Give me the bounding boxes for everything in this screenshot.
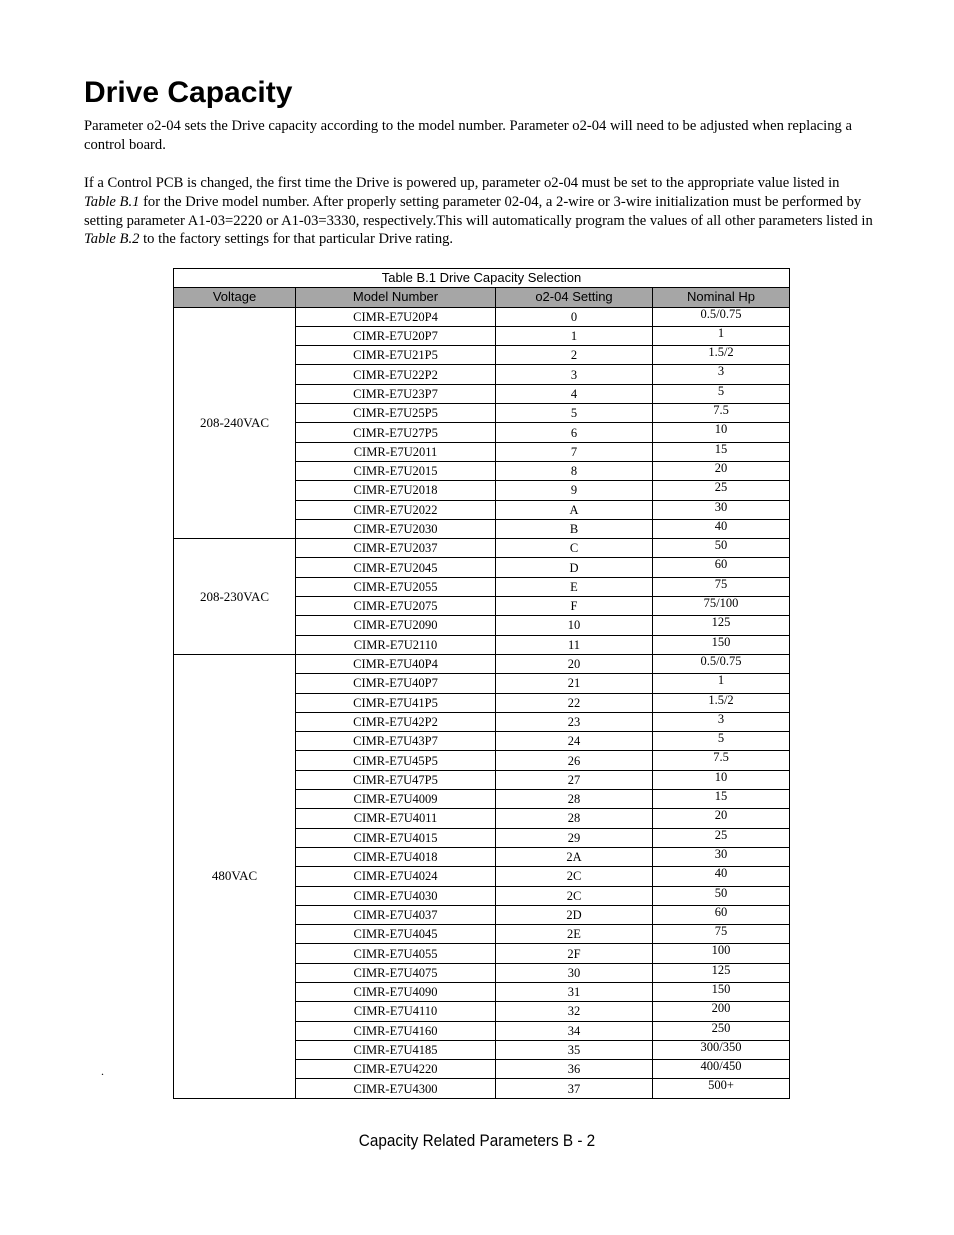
model-number-cell: CIMR-E7U2110 [296,635,496,654]
model-number-cell: CIMR-E7U27P5 [296,423,496,442]
o2-04-setting-cell: 2C [496,886,653,905]
voltage-cell: 208-230VAC [174,539,296,655]
instructions-text-3: to the factory settings for that particular Drive rating. [139,231,454,248]
o2-04-setting-cell: 26 [496,751,653,770]
o2-04-setting-cell: 2 [496,346,653,365]
model-number-cell: CIMR-E7U2037 [296,539,496,558]
o2-04-setting-cell: 28 [496,809,653,828]
o2-04-setting-cell: 37 [496,1079,653,1098]
nominal-hp-cell: 150 [653,982,790,1001]
model-number-cell: CIMR-E7U4015 [296,828,496,847]
model-number-cell: CIMR-E7U2018 [296,481,496,500]
model-number-cell: CIMR-E7U20P7 [296,326,496,345]
model-number-cell: CIMR-E7U23P7 [296,384,496,403]
nominal-hp-cell: 40 [653,519,790,538]
o2-04-setting-cell: 2C [496,867,653,886]
nominal-hp-cell: 20 [653,461,790,480]
header-o2-04-setting: o2-04 Setting [496,288,653,307]
o2-04-setting-cell: 2D [496,905,653,924]
nominal-hp-cell: 50 [653,886,790,905]
instructions-text-1: If a Control PCB is changed, the first time the Drive is powered up, parameter o2-04 must be set to the appropriate value listed in [84,175,840,191]
nominal-hp-cell: 300/350 [653,1040,790,1059]
table-header-row [174,288,790,307]
nominal-hp-cell: 7.5 [653,751,790,770]
nominal-hp-cell: 75/100 [653,597,790,616]
o2-04-setting-cell: 35 [496,1040,653,1059]
nominal-hp-cell: 75 [653,925,790,944]
o2-04-setting-cell: 9 [496,481,653,500]
nominal-hp-cell: 60 [653,558,790,577]
nominal-hp-cell: 7.5 [653,404,790,423]
o2-04-setting-cell: 22 [496,693,653,712]
nominal-hp-cell: 1.5/2 [653,346,790,365]
nominal-hp-cell: 75 [653,577,790,596]
o2-04-setting-cell: 3 [496,365,653,384]
table-row [174,307,790,326]
model-number-cell: CIMR-E7U45P5 [296,751,496,770]
o2-04-setting-cell: A [496,500,653,519]
nominal-hp-cell: 3 [653,712,790,731]
o2-04-setting-cell: 28 [496,790,653,809]
o2-04-setting-cell: 7 [496,442,653,461]
nominal-hp-cell: 60 [653,905,790,924]
model-number-cell: CIMR-E7U41P5 [296,693,496,712]
model-number-cell: CIMR-E7U2090 [296,616,496,635]
o2-04-setting-cell: C [496,539,653,558]
model-number-cell: CIMR-E7U2075 [296,597,496,616]
o2-04-setting-cell: E [496,577,653,596]
nominal-hp-cell: 5 [653,384,790,403]
o2-04-setting-cell: F [496,597,653,616]
o2-04-setting-cell: 34 [496,1021,653,1040]
o2-04-setting-cell: 2F [496,944,653,963]
model-number-cell: CIMR-E7U4090 [296,982,496,1001]
nominal-hp-cell: 1 [653,326,790,345]
intro-paragraph: Parameter o2-04 sets the Drive capacity according to the model number. Parameter o2-04 will need to be adjusted when replacing a control board. [84,118,852,153]
o2-04-setting-cell: 1 [496,326,653,345]
model-number-cell: CIMR-E7U2015 [296,461,496,480]
model-number-cell: CIMR-E7U4160 [296,1021,496,1040]
model-number-cell: CIMR-E7U2045 [296,558,496,577]
nominal-hp-cell: 400/450 [653,1060,790,1079]
nominal-hp-cell: 15 [653,442,790,461]
o2-04-setting-cell: 27 [496,770,653,789]
nominal-hp-cell: 25 [653,828,790,847]
model-number-cell: CIMR-E7U4055 [296,944,496,963]
o2-04-setting-cell: 4 [496,384,653,403]
o2-04-setting-cell: 20 [496,654,653,673]
nominal-hp-cell: 500+ [653,1079,790,1098]
model-number-cell: CIMR-E7U42P2 [296,712,496,731]
table-row [174,539,790,558]
nominal-hp-cell: 10 [653,770,790,789]
o2-04-setting-cell: 5 [496,404,653,423]
instructions-paragraph [84,174,874,249]
nominal-hp-cell: 5 [653,732,790,751]
o2-04-setting-cell: 21 [496,674,653,693]
o2-04-setting-cell: 10 [496,616,653,635]
o2-04-setting-cell: 32 [496,1002,653,1021]
nominal-hp-cell: 125 [653,963,790,982]
o2-04-setting-cell: 29 [496,828,653,847]
model-number-cell: CIMR-E7U40P7 [296,674,496,693]
model-number-cell: CIMR-E7U4009 [296,790,496,809]
o2-04-setting-cell: 24 [496,732,653,751]
header-model-number: Model Number [296,288,496,307]
o2-04-setting-cell: 23 [496,712,653,731]
nominal-hp-cell: 150 [653,635,790,654]
model-number-cell: CIMR-E7U22P2 [296,365,496,384]
model-number-cell: CIMR-E7U4045 [296,925,496,944]
model-number-cell: CIMR-E7U4220 [296,1060,496,1079]
o2-04-setting-cell: 11 [496,635,653,654]
nominal-hp-cell: 125 [653,616,790,635]
page-footer: Capacity Related Parameters B - 2 [358,1131,596,1150]
o2-04-setting-cell: 6 [496,423,653,442]
stray-mark: . [101,1064,104,1078]
table-b1-reference: Table B.1 [84,193,140,210]
o2-04-setting-cell: 36 [496,1060,653,1079]
model-number-cell: CIMR-E7U4011 [296,809,496,828]
drive-capacity-table [173,268,790,1099]
nominal-hp-cell: 3 [653,365,790,384]
nominal-hp-cell: 250 [653,1021,790,1040]
nominal-hp-cell: 200 [653,1002,790,1021]
o2-04-setting-cell: 8 [496,461,653,480]
nominal-hp-cell: 1.5/2 [653,693,790,712]
page-title: Drive Capacity [84,76,293,109]
model-number-cell: CIMR-E7U20P4 [296,307,496,326]
instructions-text-2: for the Drive model number. After properly setting parameter 02-04, a 2-wire or 3-wire initialization must be performed by setting parameter A1-03=2220 or A1-03=3330, respectively.This will automatically program the values of all other parameters listed in [84,193,873,229]
o2-04-setting-cell: 2E [496,925,653,944]
nominal-hp-cell: 100 [653,944,790,963]
nominal-hp-cell: 30 [653,847,790,866]
o2-04-setting-cell: 30 [496,963,653,982]
model-number-cell: CIMR-E7U4300 [296,1079,496,1098]
model-number-cell: CIMR-E7U2011 [296,442,496,461]
nominal-hp-cell: 25 [653,481,790,500]
o2-04-setting-cell: 31 [496,982,653,1001]
model-number-cell: CIMR-E7U43P7 [296,732,496,751]
nominal-hp-cell: 15 [653,790,790,809]
model-number-cell: CIMR-E7U2022 [296,500,496,519]
voltage-cell: 208-240VAC [174,307,296,539]
table-caption: Table B.1 Drive Capacity Selection [174,269,790,288]
voltage-cell: 480VAC [174,654,296,1098]
table-row [174,654,790,673]
model-number-cell: CIMR-E7U4030 [296,886,496,905]
nominal-hp-cell: 10 [653,423,790,442]
table-b2-reference: Table B.2 [84,231,140,248]
nominal-hp-cell: 40 [653,867,790,886]
o2-04-setting-cell: B [496,519,653,538]
o2-04-setting-cell: D [496,558,653,577]
header-voltage: Voltage [174,288,296,307]
model-number-cell: CIMR-E7U4024 [296,867,496,886]
model-number-cell: CIMR-E7U2030 [296,519,496,538]
o2-04-setting-cell: 2A [496,847,653,866]
nominal-hp-cell: 0.5/0.75 [653,654,790,673]
header-nominal-hp: Nominal Hp [653,288,790,307]
model-number-cell: CIMR-E7U40P4 [296,654,496,673]
model-number-cell: CIMR-E7U4037 [296,905,496,924]
model-number-cell: CIMR-E7U2055 [296,577,496,596]
nominal-hp-cell: 20 [653,809,790,828]
nominal-hp-cell: 30 [653,500,790,519]
nominal-hp-cell: 1 [653,674,790,693]
model-number-cell: CIMR-E7U4110 [296,1002,496,1021]
model-number-cell: CIMR-E7U47P5 [296,770,496,789]
nominal-hp-cell: 0.5/0.75 [653,307,790,326]
model-number-cell: CIMR-E7U25P5 [296,404,496,423]
nominal-hp-cell: 50 [653,539,790,558]
model-number-cell: CIMR-E7U4075 [296,963,496,982]
model-number-cell: CIMR-E7U4185 [296,1040,496,1059]
model-number-cell: CIMR-E7U21P5 [296,346,496,365]
model-number-cell: CIMR-E7U4018 [296,847,496,866]
o2-04-setting-cell: 0 [496,307,653,326]
